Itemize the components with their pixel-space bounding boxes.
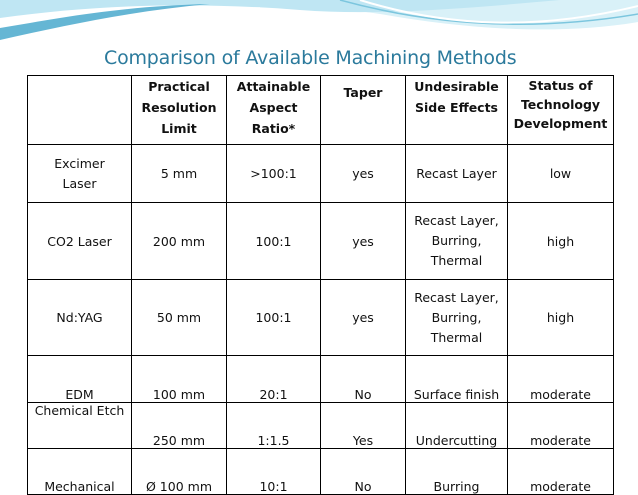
side-effect-line: Thermal xyxy=(430,329,483,345)
side-effect-line: Burring, xyxy=(431,309,482,325)
header-cell-taper xyxy=(321,76,406,145)
comparison-table xyxy=(27,75,614,495)
resolution-cell: 50 mm xyxy=(132,280,227,356)
side-effects-cell xyxy=(406,356,508,403)
table-row xyxy=(28,449,614,495)
status-cell: moderate xyxy=(508,356,614,403)
side-effect-line: Recast Layer, xyxy=(414,213,499,228)
side-effects-cell xyxy=(406,145,508,203)
header-cell-resolution xyxy=(132,76,227,145)
table-row xyxy=(28,403,614,449)
method-line: Nd:YAG xyxy=(56,310,103,325)
side-effect-line: Recast Layer, xyxy=(414,289,499,305)
header-line: Side Effects xyxy=(414,100,499,115)
side-effect-line: Recast Layer xyxy=(416,166,497,181)
method-cell xyxy=(28,280,132,356)
method-cell xyxy=(28,356,132,403)
method-line: Mechanical xyxy=(44,479,115,494)
taper-cell: yes xyxy=(321,203,406,280)
method-cell xyxy=(28,145,132,203)
aspect-cell: 100:1 xyxy=(227,280,321,356)
aspect-cell: 1:1.5 xyxy=(227,403,321,449)
status-cell: moderate xyxy=(508,449,614,495)
method-cell xyxy=(28,203,132,280)
status-cell: high xyxy=(508,203,614,280)
side-effects-cell xyxy=(406,449,508,495)
resolution-cell: 250 mm xyxy=(132,403,227,449)
taper-cell: No xyxy=(321,356,406,403)
header-line: Development xyxy=(513,116,608,131)
side-effects-cell xyxy=(406,203,508,280)
header-cell-side-effects xyxy=(406,76,508,145)
taper-cell: No xyxy=(321,449,406,495)
resolution-cell: 5 mm xyxy=(132,145,227,203)
header-line: Aspect xyxy=(249,100,298,115)
header-line: Taper xyxy=(343,85,383,100)
header-line: Status of xyxy=(528,78,593,93)
method-line: Chemical Etch xyxy=(34,403,125,418)
page-title: Comparison of Available Machining Methods xyxy=(104,47,517,69)
method-line: CO2 Laser xyxy=(47,233,112,249)
side-effect-line: Surface finish xyxy=(413,387,500,402)
table-row xyxy=(28,280,614,356)
table-header-row xyxy=(28,76,614,145)
header-cell-status xyxy=(508,76,614,145)
status-cell: high xyxy=(508,280,614,356)
header-line: Undesirable xyxy=(414,79,499,94)
header-line: Resolution xyxy=(141,100,217,115)
method-line: Excimer xyxy=(54,155,105,171)
resolution-cell: 200 mm xyxy=(132,203,227,280)
status-cell: low xyxy=(508,145,614,203)
header-line: Attainable xyxy=(236,79,311,94)
header-line: Ratio* xyxy=(251,121,296,136)
table-row xyxy=(28,203,614,280)
side-effects-cell xyxy=(406,403,508,449)
header-line: Technology xyxy=(520,97,601,112)
header-line: Practical xyxy=(148,79,210,94)
aspect-cell: 10:1 xyxy=(227,449,321,495)
aspect-cell: 20:1 xyxy=(227,356,321,403)
side-effect-line: Burring, xyxy=(431,233,482,248)
method-line: EDM xyxy=(65,387,94,402)
header-cell-empty xyxy=(28,76,132,145)
header-line: Limit xyxy=(161,121,197,136)
header-cell-aspect xyxy=(227,76,321,145)
resolution-cell: Ø 100 mm xyxy=(132,449,227,495)
side-effects-cell xyxy=(406,280,508,356)
resolution-cell: 100 mm xyxy=(132,356,227,403)
method-line: Laser xyxy=(62,175,97,191)
taper-cell: yes xyxy=(321,145,406,203)
side-effect-line: Undercutting xyxy=(415,433,498,448)
aspect-cell: 100:1 xyxy=(227,203,321,280)
side-effect-line: Burring xyxy=(433,479,480,494)
table-row xyxy=(28,145,614,203)
side-effect-line: Thermal xyxy=(430,253,483,268)
table-row xyxy=(28,356,614,403)
aspect-cell: >100:1 xyxy=(227,145,321,203)
method-cell xyxy=(28,403,132,449)
taper-cell: yes xyxy=(321,280,406,356)
method-cell xyxy=(28,449,132,495)
taper-cell: Yes xyxy=(321,403,406,449)
status-cell: moderate xyxy=(508,403,614,449)
